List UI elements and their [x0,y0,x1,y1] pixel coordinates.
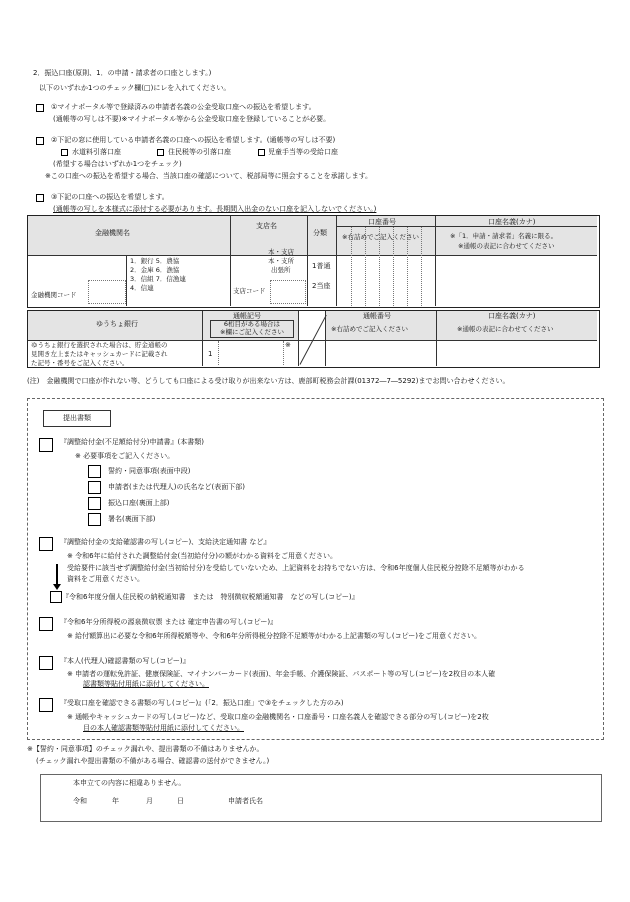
yucho-number-label: 通帳番号 [363,312,391,320]
warning-line2: (チェック漏れや提出書類の不備がある場合、確認書の送付ができません。) [36,757,270,765]
declaration-text: 本申立ての内容に相違ありません。 [73,779,186,787]
type-ordinary: 1普通 [312,262,331,270]
yucho-label: ゆうちょ銀行 [96,320,138,328]
yucho-symbol-note [210,320,294,338]
col-bank-name: 金融機関名 [95,229,130,237]
option1-checkbox[interactable] [36,104,44,112]
type-current: 2当座 [312,282,331,290]
symbol-note-1: 6桁目がある場合は [223,320,281,328]
col-holder-note1: ※「1．申請・請求者」名義に限る。 [450,232,558,240]
doc5-note1: ※ 通帳やキャッシュカードの写し(コピー)など、受取口座の金融機関名・口座番号・口座名義人を確認できる部分の写し(コピー)を2枚 [67,713,489,721]
yucho-desc-2: 見開き左上またはキャッシュカードに記載され [31,350,168,358]
month-label: 月 [146,797,153,805]
doc1-item4: 署名(裏面下部) [108,515,156,523]
bank-code-label: 金融機関コード [31,291,77,299]
doc4-label: 『本人(代理人)確認書類の写し(コピー)』 [60,657,190,665]
doc4-note2: 認書類等貼付用紙に添付してください。 [83,680,209,688]
option2-checkbox[interactable] [36,137,44,145]
doc2-note2: 受給要件に該当せず調整給付金(当初給付分)を受給していないため、上記資料をお持ちでない方は、令和6年度個人住民税分控除不足額等がわかる [67,564,525,572]
option1-text: ①マイナポータル等で登録済みの申請者名義の公金受取口座への振込を希望します。 [51,103,316,111]
option2-text: ②下記の窓に使用している申請者名義の口座への振込を希望します。(通帳等の写しは不要) [51,136,336,144]
arrow-shaft [56,564,58,586]
yucho-symbol-label: 通帳記号 [233,312,261,320]
yucho-desc-3: た記号・番号をご記入ください。 [31,359,129,367]
branch-type-2: 本・支所 [268,257,294,265]
section-instruction: 以下のいずれか1つのチェック欄(□)にレを入れてください。 [39,84,231,92]
doc4-checkbox[interactable] [39,656,53,670]
yucho-holder-note: ※通帳の表記に合わせてください [457,325,554,333]
col-branch-name: 支店名 [256,222,277,230]
doc1-item2-checkbox[interactable] [88,481,101,494]
bank-type-4: 4．信連 [130,284,154,292]
doc2-checkbox[interactable] [39,537,53,551]
doc2-sub-checkbox[interactable] [50,591,62,603]
child-allowance-label: 児童手当等の受給口座 [268,148,338,156]
yucho-desc-1: ゆうちょ銀行を選択された場合は、貯金通帳の [31,341,168,349]
doc2-sub: 『令和6年度分個人住民税の納税通知書 または 特別徴収税額通知書 などの写し(コピー)』 [62,593,359,601]
yucho-holder-label: 口座名義(カナ) [488,312,536,320]
col-account-note: ※右詰めでご記入ください [342,233,419,241]
contact-note: (注) 金融機関で口座が作れない等、どうしても口座による受け取りが出来ない方は、鹿部町税務会計課(01372―7―5292)までお問い合わせください。 [27,377,510,385]
yucho-prefix: 1 [208,350,213,358]
option3-checkbox[interactable] [36,194,44,202]
water-account-checkbox[interactable] [61,149,68,156]
yucho-number-field[interactable] [326,341,436,365]
tax-account-checkbox[interactable] [157,149,164,156]
option1-note: (通帳等の写しは不要)※マイナポータル等から公金受取口座を登録していることが必要。 [53,115,331,123]
symbol-note-2: ※欄にご記入ください [220,327,284,336]
bank-type-2: 2．金庫 6．漁協 [130,266,180,274]
branch-type-1: 本・支店 [268,248,294,256]
doc2-note3: 資料をご用意ください。 [67,575,144,583]
year-label: 年 [112,797,119,805]
doc3-label: 『令和6年分所得税の源泉徴収票 または 確定申告書の写し(コピー)』 [60,618,278,626]
era-label: 令和 [73,797,87,805]
child-allowance-checkbox[interactable] [258,149,265,156]
branch-type-3: 出張所 [271,266,291,274]
applicant-name-label: 申請者氏名 [228,797,263,805]
doc1-note: ※ 必要事項をご記入ください。 [75,452,175,460]
option3-note: (通帳等の写しを本様式に添付する必要があります。長期間入出金のない口座を記入しないでください。) [53,205,377,213]
doc1-checkbox[interactable] [39,438,53,452]
branch-code-field[interactable] [270,280,306,304]
doc1-item4-checkbox[interactable] [88,513,101,526]
doc5-note2: 目の本人確認書類等貼付用紙に添付してください。 [83,724,244,732]
section-heading: 2．振込口座(原則、1．の申請・請求者の口座とします。) [33,69,212,77]
branch-code-label: 支店コード [233,287,266,295]
doc5-label: 『受取口座を確認できる書類の写し(コピー)』(「2．振込口座」で③をチェックした方のみ) [60,699,344,707]
tax-account-label: 住民税等の引落口座 [168,148,231,156]
doc1-item1: 誓約・同意事項(表面中段) [108,467,191,475]
doc5-checkbox[interactable] [39,698,53,712]
doc1-item2: 申請者(または代理人)の氏名など(表面下部) [108,483,245,491]
yucho-symbol-field[interactable] [218,341,284,365]
doc1-label: 『調整給付金(不足額給付分)申請書』(本書類) [60,438,204,446]
bank-type-1: 1．銀行 5．農協 [130,257,180,265]
doc3-note: ※ 給付額算出に必要な令和6年所得税額等や、令和6年分所得税分控除不足額等がわかる上記書類の写し(コピー)をご用意ください。 [67,632,482,640]
yucho-number-note: ※右詰めでご記入ください [331,325,408,333]
doc4-note1: ※ 申請者の運転免許証、健康保険証、マイナンバーカード(表面)、年金手帳、介護保険証、パスポート等の写し(コピー)を2枚目の本人確 [67,670,496,678]
bank-type-3: 3．信組 7．信漁連 [130,275,186,283]
doc2-note1: ※ 令和6年に給付された調整給付金(当初給付分)の額がわかる資料をご用意ください。 [67,552,338,560]
yucho-asterisk: ※ [285,341,291,349]
doc1-item1-checkbox[interactable] [88,465,101,478]
doc2-label: 『調整給付金の支給確認書の写し(コピー)、支給決定通知書 など』 [60,538,271,546]
doc1-item3-checkbox[interactable] [88,497,101,510]
doc1-item3: 振込口座(裏面上部) [108,499,170,507]
doc3-checkbox[interactable] [39,617,53,631]
option2-note: ※この口座への振込を希望する場合、当該口座の確認について、税部局等に照会することを承諾します。 [45,172,373,180]
arrow-down-icon [53,584,61,590]
option2-hint: (希望する場合はいずれか1つをチェック) [53,160,182,168]
applicant-name-field[interactable] [270,793,590,809]
col-holder: 口座名義(カナ) [488,218,536,226]
day-label: 日 [177,797,184,805]
col-account-number: 口座番号 [368,218,396,226]
water-account-label: 水道料引落口座 [72,148,121,156]
bank-code-field[interactable] [88,280,126,304]
documents-title: 提出書類 [43,410,111,427]
col-type: 分類 [313,229,327,237]
warning-line1: ※【誓約・同意事項】のチェック漏れや、提出書類の不備はありませんか。 [27,745,264,753]
option3-text: ③下記の口座への振込を希望します。 [51,193,169,201]
col-holder-note2: ※通帳の表記に合わせてください [458,242,555,250]
